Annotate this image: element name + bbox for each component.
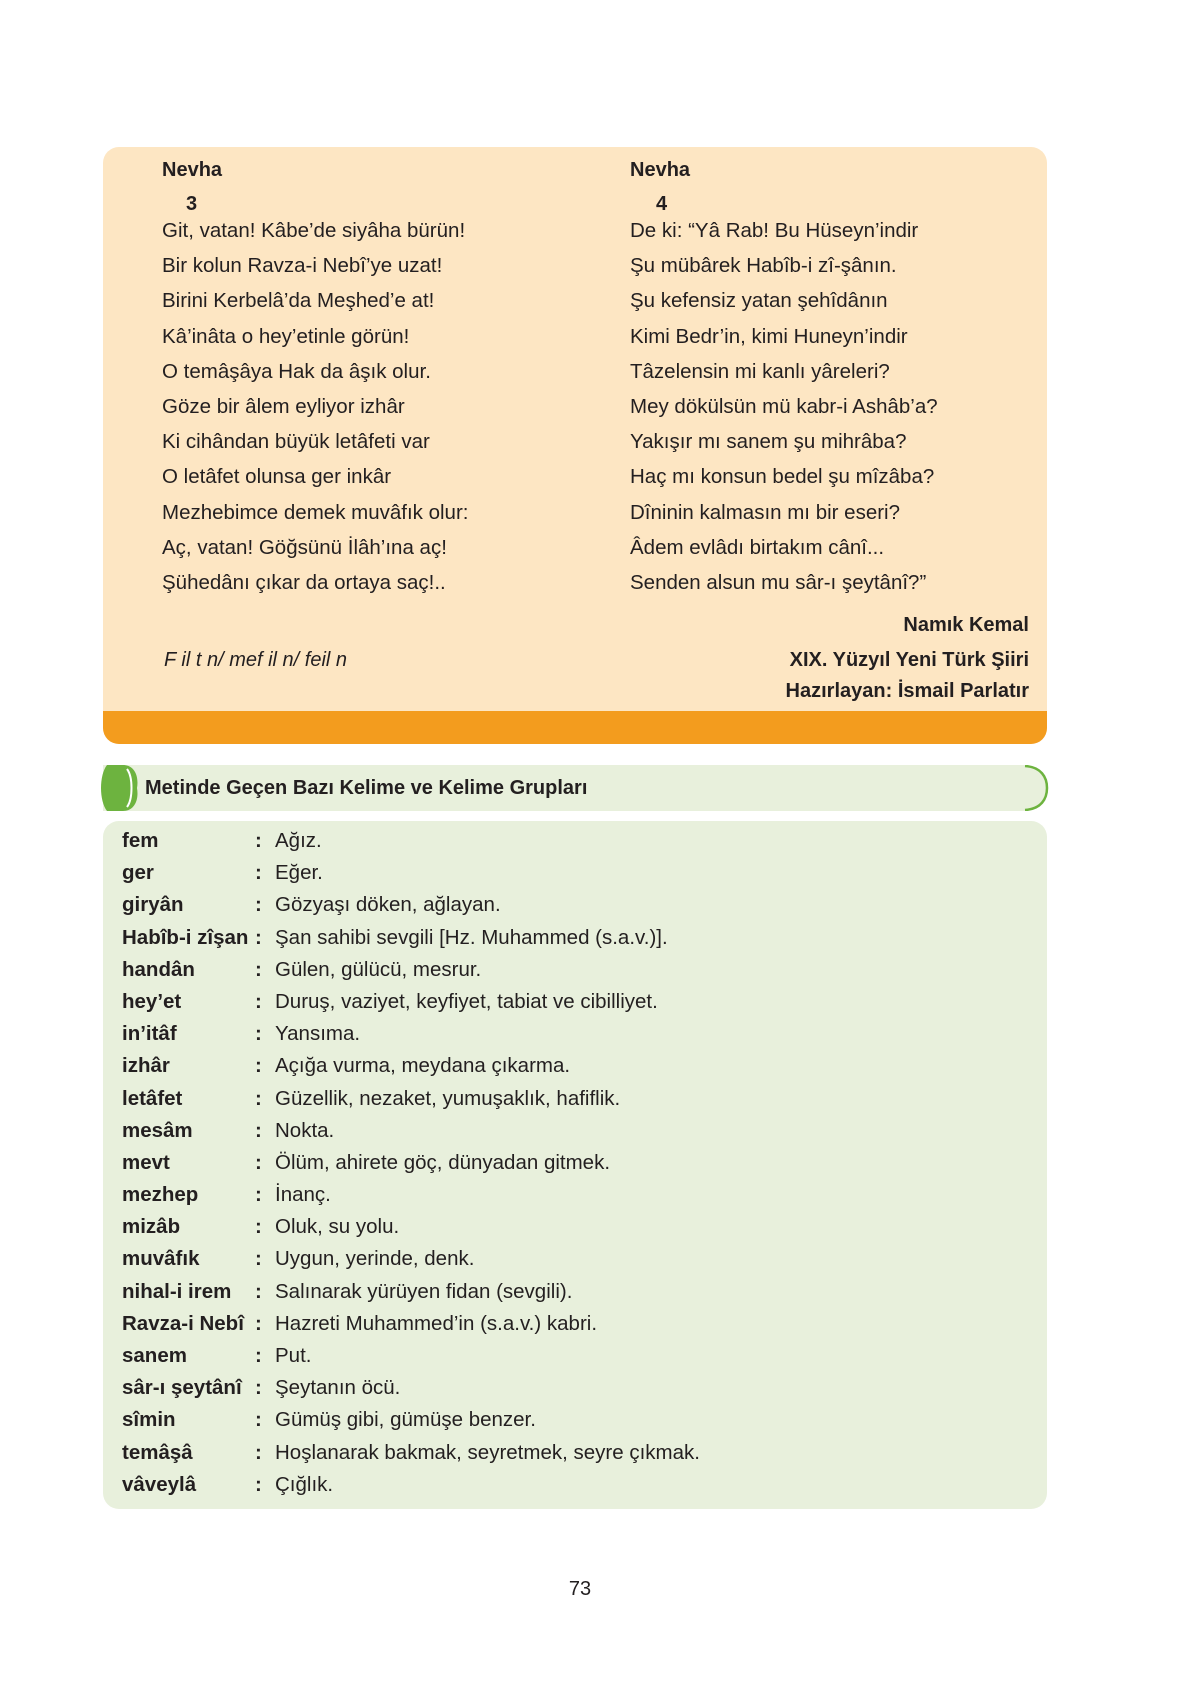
vocabulary-term: izhâr xyxy=(122,1054,170,1078)
vocabulary-colon: : xyxy=(255,957,262,981)
vocabulary-colon: : xyxy=(255,1183,262,1207)
vocabulary-colon: : xyxy=(255,989,262,1013)
vocabulary-definition: Gümüş gibi, gümüşe benzer. xyxy=(275,1408,536,1432)
vocabulary-definition: Gülen, gülücü, mesrur. xyxy=(275,957,482,981)
poem-line: Dîninin kalmasın mı bir eseri? xyxy=(630,500,901,524)
poem-line: Mezhebimce demek muvâfık olur: xyxy=(162,500,469,524)
poem-line: Şu kefensiz yatan şehîdânın xyxy=(630,289,888,313)
header-endcap-icon xyxy=(1023,765,1049,811)
vocabulary-definition: Şeytanın öcü. xyxy=(275,1376,401,1400)
vocabulary-definition: Nokta. xyxy=(275,1118,335,1142)
vocabulary-term: mevt xyxy=(122,1150,170,1174)
vocabulary-definition: Duruş, vaziyet, keyfiyet, tabiat ve cibilliyet. xyxy=(275,989,658,1013)
vocabulary-colon: : xyxy=(255,893,262,917)
vocabulary-definition: Çığlık. xyxy=(275,1472,334,1496)
poem-number-left: 3 xyxy=(186,193,198,215)
poem-line: Kâ’inâta o hey’etinle görün! xyxy=(162,324,410,348)
vocabulary-panel xyxy=(103,821,1047,1509)
poem-line: Aç, vatan! Göğsünü İlâh’ına aç! xyxy=(162,535,447,559)
vocabulary-term: fem xyxy=(122,829,159,852)
vocabulary-term: sanem xyxy=(122,1344,187,1367)
poem-line: Birini Kerbelâ’da Meşhed’e at! xyxy=(162,289,435,313)
vocabulary-definition: Uygun, yerinde, denk. xyxy=(275,1247,475,1271)
vocabulary-colon: : xyxy=(255,1150,262,1174)
poem-line: De ki: “Yâ Rab! Bu Hüseyn’indir xyxy=(630,219,919,242)
vocabulary-colon: : xyxy=(255,829,262,852)
vocabulary-colon: : xyxy=(255,1118,262,1142)
vocabulary-colon: : xyxy=(255,1408,262,1432)
poem-line: Yakışır mı sanem şu mihrâba? xyxy=(630,430,907,454)
poem-line: Şu mübârek Habîb-i zî-şânın. xyxy=(630,254,897,278)
vocabulary-colon: : xyxy=(255,1022,262,1046)
vocabulary-term: Habîb-i zîşan xyxy=(122,925,249,949)
vocabulary-definition: Eğer. xyxy=(275,861,323,885)
poem-line: Haç mı konsun bedel şu mîzâba? xyxy=(630,465,935,489)
vocabulary-definition: Açığa vurma, meydana çıkarma. xyxy=(275,1054,571,1078)
vocabulary-term: ger xyxy=(122,861,154,885)
vocabulary-definition: Salınarak yürüyen fidan (sevgili). xyxy=(275,1279,573,1303)
poem-title-right: Nevha xyxy=(630,159,691,181)
poem-line: O letâfet olunsa ger inkâr xyxy=(162,465,392,489)
leaf-icon xyxy=(101,765,139,811)
vocabulary-colon: : xyxy=(255,1054,262,1078)
poem-title-left: Nevha xyxy=(162,159,223,181)
vocabulary-term: Ravza-i Nebî xyxy=(122,1311,244,1335)
vocabulary-term: vâveylâ xyxy=(122,1472,197,1496)
vocabulary-term: muvâfık xyxy=(122,1247,200,1271)
vocabulary-definition: Gözyaşı döken, ağlayan. xyxy=(275,893,501,917)
vocabulary-colon: : xyxy=(255,861,262,885)
vocabulary-term: giryân xyxy=(122,893,184,917)
vocabulary-term: mizâb xyxy=(122,1215,181,1239)
vocabulary-definition: Hazreti Muhammed’in (s.a.v.) kabri. xyxy=(275,1311,598,1335)
poem-panel xyxy=(103,147,1047,744)
vocabulary-term: mesâm xyxy=(122,1118,193,1142)
poem-line: Mey dökülsün mü kabr-i Ashâb’a? xyxy=(630,394,938,418)
vocabulary-colon: : xyxy=(255,1440,262,1464)
vocabulary-term: sâr-ı şeytânî xyxy=(122,1376,242,1400)
poem-line: Ki cihândan büyük letâfeti var xyxy=(162,430,430,454)
vocabulary-colon: : xyxy=(255,1086,262,1110)
vocabulary-colon: : xyxy=(255,1376,262,1400)
vocabulary-term: letâfet xyxy=(122,1086,183,1110)
vocabulary-colon: : xyxy=(255,1472,262,1496)
vocabulary-definition: Hoşlanarak bakmak, seyretmek, seyre çıkmak. xyxy=(275,1440,700,1464)
poem-editor: Hazırlayan: İsmail Parlatır xyxy=(785,680,1029,702)
vocabulary-term: temâşâ xyxy=(122,1440,193,1464)
poem-author: Namık Kemal xyxy=(903,614,1029,636)
poem-lines-left xyxy=(162,219,468,606)
poem-line: Şühedânı çıkar da ortaya saç!.. xyxy=(162,570,446,594)
vocabulary-definition: Ağız. xyxy=(275,829,322,852)
vocabulary-definition: Put. xyxy=(275,1344,312,1367)
vocabulary-definition: Oluk, su yolu. xyxy=(275,1215,400,1239)
poem-meter: F il t n/ mef il n/ feil n xyxy=(164,649,348,671)
vocabulary-term: hey’et xyxy=(122,989,182,1013)
page-number: 73 xyxy=(568,1578,592,1600)
vocabulary-definition: Şan sahibi sevgili [Hz. Muhammed (s.a.v.)]. xyxy=(275,925,668,949)
vocabulary-term: nihal-i irem xyxy=(122,1279,232,1303)
vocabulary-colon: : xyxy=(255,1279,262,1303)
vocabulary-term: mezhep xyxy=(122,1183,199,1207)
poem-source: XIX. Yüzyıl Yeni Türk Şiiri xyxy=(789,649,1029,671)
vocabulary-colon: : xyxy=(255,1215,262,1239)
poem-number-right: 4 xyxy=(656,193,668,215)
vocabulary-colon: : xyxy=(255,1247,262,1271)
vocabulary-colon: : xyxy=(255,925,262,949)
vocabulary-header xyxy=(103,765,1047,811)
poem-line: Âdem evlâdı birtakım cânî... xyxy=(630,535,885,559)
vocabulary-definition: İnanç. xyxy=(275,1183,331,1207)
poem-lines-right xyxy=(630,219,938,606)
poem-line: Kimi Bedr’in, kimi Huneyn’indir xyxy=(630,324,908,348)
vocabulary-term: handân xyxy=(122,957,195,981)
vocabulary-colon: : xyxy=(255,1311,262,1335)
poem-line: Git, vatan! Kâbe’de siyâha bürün! xyxy=(162,219,466,242)
vocabulary-definition: Ölüm, ahirete göç, dünyadan gitmek. xyxy=(275,1150,611,1174)
poem-line: Göze bir âlem eyliyor izhâr xyxy=(162,394,405,418)
vocabulary-definition: Yansıma. xyxy=(275,1022,361,1046)
vocabulary-colon: : xyxy=(255,1344,262,1367)
vocabulary-definition: Güzellik, nezaket, yumuşaklık, hafiflik. xyxy=(275,1086,621,1110)
poem-footer-bar xyxy=(103,711,1047,744)
poem-line: Bir kolun Ravza-i Nebî’ye uzat! xyxy=(162,254,443,278)
poem-line: Senden alsun mu sâr-ı şeytânî?” xyxy=(630,570,927,594)
poem-line: Tâzelensin mi kanlı yâreleri? xyxy=(630,359,890,383)
poem-line: O temâşâya Hak da âşık olur. xyxy=(162,359,431,383)
vocabulary-term: sîmin xyxy=(122,1408,176,1432)
vocabulary-title: Metinde Geçen Bazı Kelime ve Kelime Grupları xyxy=(145,777,588,799)
vocabulary-term: in’itâf xyxy=(122,1022,177,1046)
